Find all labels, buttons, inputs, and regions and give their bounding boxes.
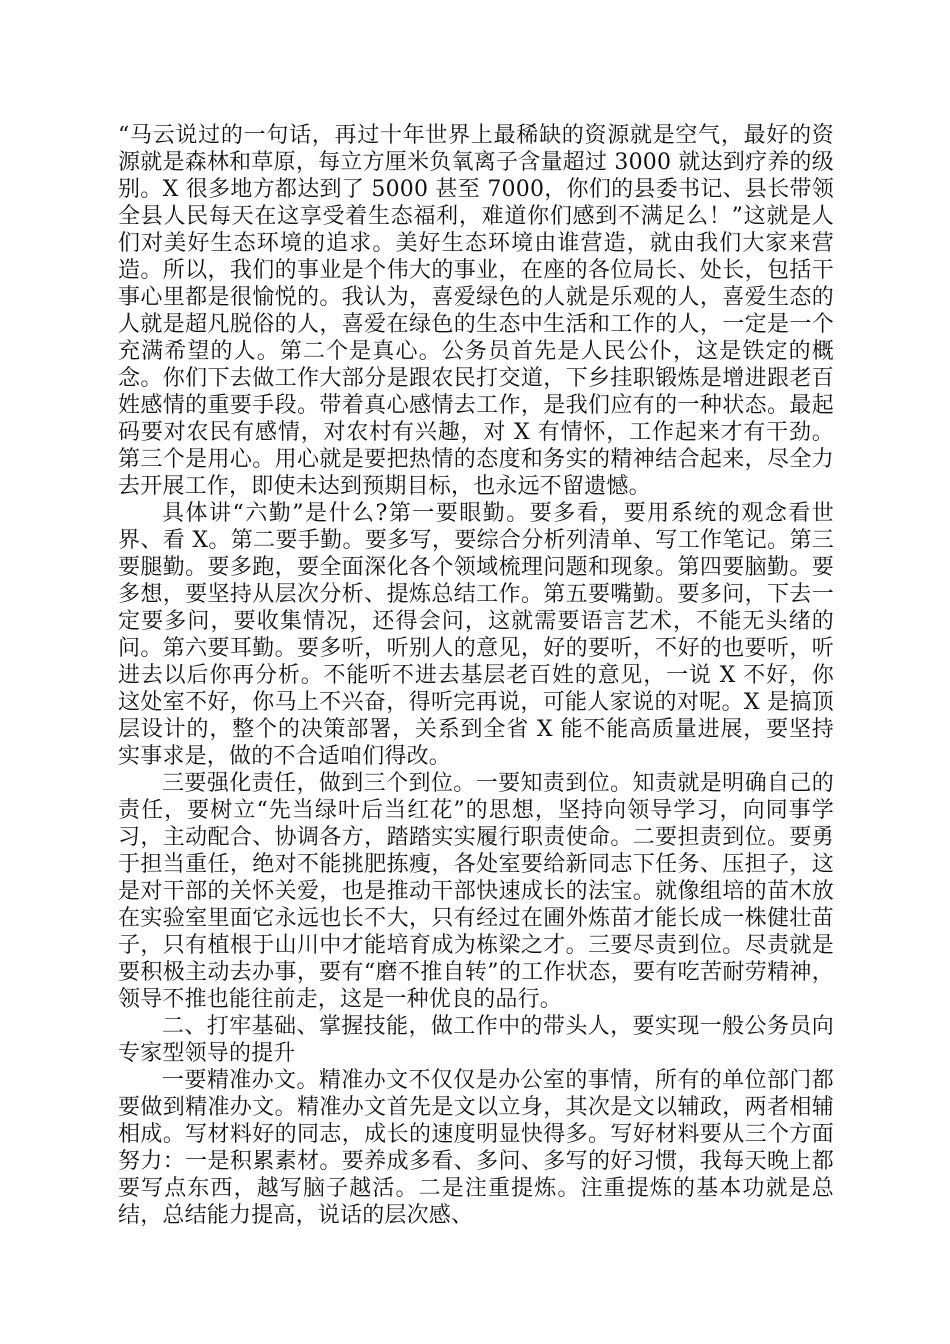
paragraph-4: 一要精准办文。精准办文不仅仅是办公室的事情，所有的单位部门都要做到精准办文。精准办文首先是文以立身，其次是文以辅政，两者相辅相成。写材料好的同志，成长的速度明显快得多。写好材料要从三个方面努力：一是积累素材。要养成多看、多问、多写的好习惯，我每天晚上都要写点东西，越写脑子越活。二是注重提炼。注重提炼的基本功就是总结，总结能力提高，说话的层次感、 xyxy=(118,1068,834,1228)
paragraph-3: 三要强化责任，做到三个到位。一要知责到位。知责就是明确自己的责任，要树立“先当绿叶后当红花”的思想，坚持向领导学习，向同事学习，主动配合、协调各方，踏踏实实履行职责使命。二要担责到位。要勇于担当重任，绝对不能挑肥拣瘦，各处室要给新同志下任务、压担子，这是对干部的关怀关爱，也是推动干部快速成长的法宝。就像组培的苗木放在实验室里面它永远也长不大，只有经过在圃外炼苗才能长成一株健壮苗子，只有植根于山川中才能培育成为栋梁之才。三要尽责到位。尽责就是要积极主动去办事，要有“磨不推自转”的工作状态，要有吃苦耐劳精神，领导不推也能往前走，这是一种优良的品行。 xyxy=(118,771,834,1012)
paragraph-1: “马云说过的一句话，再过十年世界上最稀缺的资源就是空气，最好的资源就是森林和草原，每立方厘米负氧离子含量超过 3000 就达到疗养的级别。X 很多地方都达到了 5000 甚至 7000，你们的县委书记、县长带领全县人民每天在这享受着生态福利，难道你们感到不满足么！”这就是人们对美好生态环境的追求。美好生态环境由谁营造，就由我们大家来营造。所以，我们的事业是个伟大的事业，在座的各位局长、处长，包括干事心里都是很愉悦的。我认为，喜爱绿色的人就是乐观的人，喜爱生态的人就是超凡脱俗的人，喜爱在绿色的生态中生活和工作的人，一定是一个充满希望的人。第二个是真心。公务员首先是人民公仆，这是铁定的概念。你们下去做工作大部分是跟农民打交道，下乡挂职锻炼是增进跟老百姓感情的重要手段。带着真心感情去工作，是我们应有的一种状态。最起码要对农民有感情，对农村有兴趣，对 X 有情怀，工作起来才有干劲。第三个是用心。用心就是要把热情的态度和务实的精神结合起来，尽全力去开展工作，即使未达到预期目标，也永远不留遗憾。 xyxy=(118,123,834,499)
document-body xyxy=(118,122,834,1229)
section-heading: 二、打牢基础、掌握技能，做工作中的带头人，要实现一般公务员向专家型领导的提升 xyxy=(118,1014,834,1066)
paragraph-2: 具体讲“六勤”是什么?第一要眼勤。要多看，要用系统的观念看世界、看 X。第二要手勤。要多写，要综合分析列清单、写工作笔记。第三要腿勤。要多跑，要全面深化各个领域梳理问题和现象。第四要脑勤。要多想，要坚持从层次分析、提炼总结工作。第五要嘴勤。要多问，下去一定要多问，要收集情况，还得会问，这就需要语言艺术，不能无头绪的问。第六要耳勤。要多听，听别人的意见，好的要听，不好的也要听，听进去以后你再分析。不能听不进去基层老百姓的意见，一说 X 不好，你这处室不好，你马上不兴奋，得听完再说，可能人家说的对呢。X 是搞顶层设计的，整个的决策部署，关系到全省 X 能不能高质量进展，要坚持实事求是，做的不合适咱们得改。 xyxy=(118,501,834,769)
